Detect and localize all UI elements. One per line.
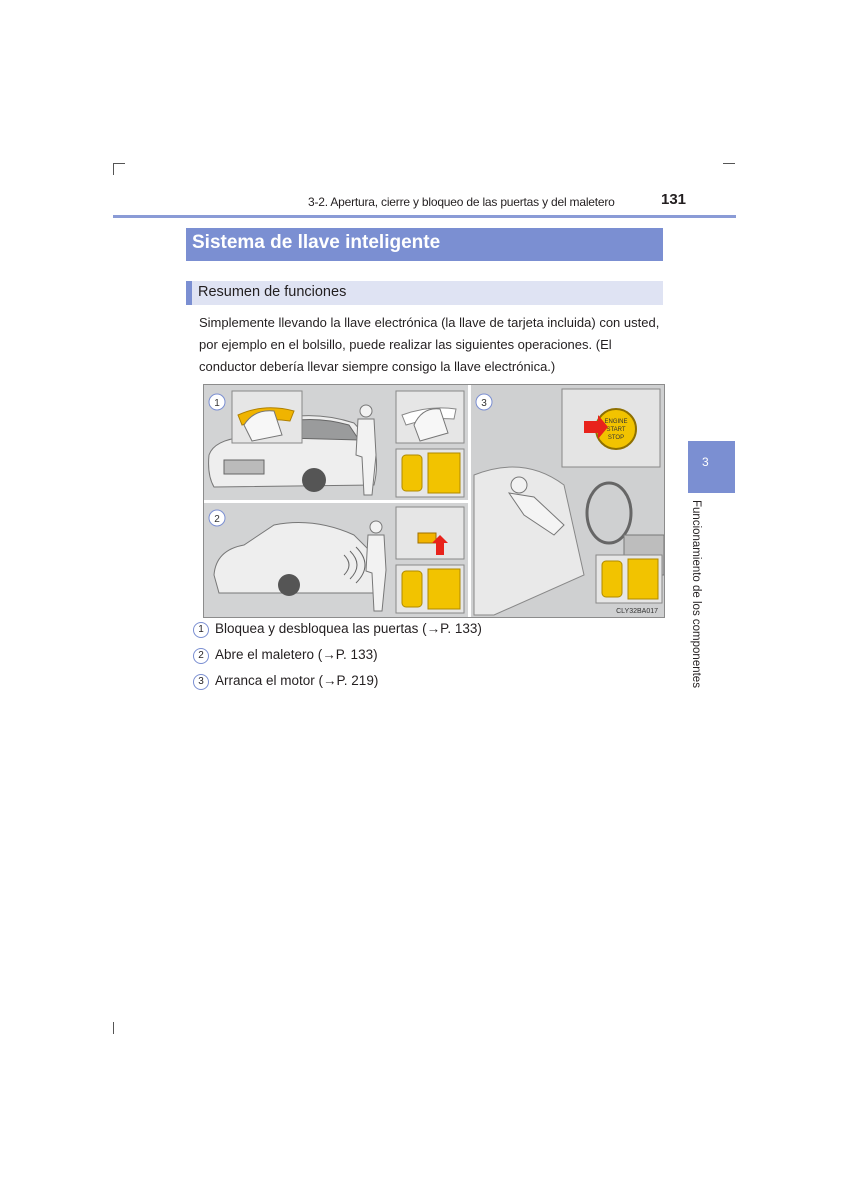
svg-text:2: 2: [214, 514, 220, 525]
list-text-3: Arranca el motor (→P. 219): [215, 673, 379, 688]
list-number-3: 3: [193, 674, 209, 690]
engine-button-inset: [562, 389, 660, 467]
illustration: [203, 384, 665, 618]
list-text-1: Bloquea y desbloquea las puertas (→P. 133): [215, 621, 482, 636]
illustration-svg: [204, 385, 664, 617]
chapter-label: [690, 500, 710, 690]
chapter-tab: [688, 441, 735, 493]
button-label-3: STOP: [607, 435, 625, 441]
handle-inset-right: [396, 391, 464, 443]
key-inset-3: [596, 555, 662, 603]
callout-1: [209, 394, 225, 410]
crop-mark-top-right-h: [723, 163, 735, 164]
page-title: Sistema de llave inteligente: [192, 232, 441, 253]
section-subtitle: Resumen de funciones: [198, 284, 347, 300]
key-inset-2: [396, 565, 464, 613]
callout-3: [476, 394, 492, 410]
button-label-1: ENGINE: [604, 419, 628, 425]
trunk-inset: [396, 507, 464, 559]
key-inset-1: [396, 449, 464, 497]
list-item: [193, 621, 482, 638]
subtitle-bar: [186, 281, 663, 305]
svg-text:3: 3: [481, 398, 487, 409]
title-bar: [186, 228, 663, 261]
callout-2: [209, 510, 225, 526]
chapter-label-text: Funcionamiento de los componentes: [690, 500, 702, 688]
list-item: [193, 647, 378, 664]
header-rule: [113, 215, 736, 218]
intro-paragraph: Simplemente llevando la llave electrónica (la llave de tarjeta incluida) con usted, por ejemplo en el bolsillo, puede realizar las siguientes operaciones. (El conductor debería llevar siempre consigo la llave electrónica.): [199, 315, 660, 374]
svg-text:1: 1: [214, 398, 220, 409]
list-text-2: Abre el maletero (→P. 133): [215, 647, 378, 662]
list-number-2: 2: [193, 648, 209, 664]
chapter-number: 3: [702, 455, 709, 469]
list-item: [193, 673, 378, 690]
crop-mark-top-left-h: [113, 163, 125, 164]
page-number: 131: [661, 191, 687, 208]
crop-mark-bottom-left-v: [113, 1022, 114, 1034]
figure-code: CLY32BA017: [616, 608, 658, 615]
handle-inset-left: [232, 391, 302, 443]
running-header: 3-2. Apertura, cierre y bloqueo de las puertas y del maletero: [308, 195, 615, 209]
crop-mark-top-left-v: [113, 163, 114, 175]
button-label-2: START: [606, 427, 626, 433]
list-number-1: 1: [193, 622, 209, 638]
